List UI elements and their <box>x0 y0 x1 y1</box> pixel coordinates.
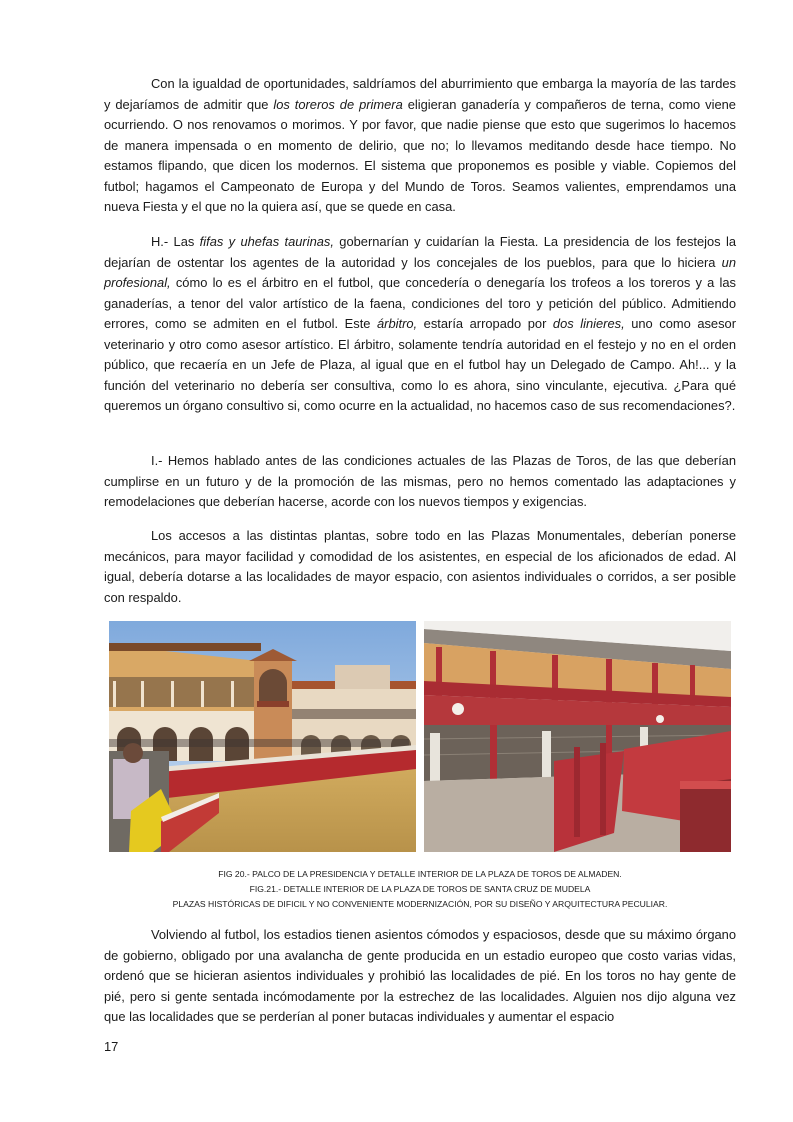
paragraph-2 <box>104 232 736 417</box>
paragraph-2-text-e: uno como asesor veterinario y otro como asesor artístico. El árbitro, solamente tendría autoridad en el festejo y no en el orden público, que recaería en un Jefe de Plaza, al igual que en el futbol hay un Delegado de Campo. Ah!... y la función del veterinario no debería ser consultiva, como lo es ahora, sino vinculante, ejecutiva. ¿Para qué queremos un órgano consultivo si, como ocurre en la actualidad, no hacemos caso de sus recomendaciones?. <box>104 316 737 413</box>
paragraph-2-italic-b: un profesional, <box>104 254 736 290</box>
photo-almaden-bullring <box>109 621 416 852</box>
paragraph-2-italic-a: fifas y uhefas taurinas, <box>199 234 334 249</box>
paragraph-2-text-d: estaría arropado por <box>417 316 553 331</box>
paragraph-1-text-b: eligieran ganadería y compañeros de terna, como viene ocurriendo. O nos renovamos o morimos. Y por favor, que nadie piense que esto que sugerimos lo hacemos de manera impensada o en momento de delirio, que no; lo llevamos meditando desde hace tiempo. No estamos flipando, que dicen los modernos. El sistema que proponemos es posible y viable. Copiemos del futbol; hagamos el Campeonato de Europa y del Mundo de Toros. Seamos valientes, emprendamos una nueva Fiesta y el que no la quiera así, que se quede en casa. <box>104 96 736 214</box>
paragraph-2-text-a: H.- Las <box>151 234 200 249</box>
paragraph-1-text-a: Con la igualdad de oportunidades, saldríamos del aburrimiento que embarga la mayoría de las tardes y dejaríamos de admitir que <box>104 76 736 112</box>
paragraph-3: I.- Hemos hablado antes de las condiciones actuales de las Plazas de Toros, de las que deberían cumplirse en un futuro y de la promoción de las mismas, pero no hemos comentado las adaptaciones y remodelaciones que deberían hacerse, acorde con los nuevos tiempos y exigencias. <box>104 453 736 509</box>
page-number: 17 <box>104 1039 119 1054</box>
paragraph-2-text-b: gobernarían y cuidarían la Fiesta. La presidencia de los festejos la dejarían de ostentar los agentes de la autoridad y los concejales de los pueblos, para que lo hiciera <box>104 234 737 270</box>
paragraph-5: Volviendo al futbol, los estadios tienen asientos cómodos y espaciosos, desde que su máximo órgano de gobierno, obligado por una avalancha de gente producida en un estadio europeo que costo varias vidas, ordenó que se hicieran asientos individuales y prohibió las localidades de pié. En los toros no hay gente de pié, pero si gente sentada incómodamente por la estrechez de las localidades. Alguien nos dijo alguna vez que las localidades que se perderían al poner butacas individuales y aumentar el espacio <box>104 927 736 1024</box>
figure-caption-line-3: PLAZAS HISTÓRICAS DE DIFICIL Y NO CONVENIENTE MODERNIZACIÓN, POR SU DISEÑO Y ARQUITECTURA PECULIAR. <box>172 899 668 909</box>
paragraph-2-italic-d: dos linieres, <box>552 316 625 331</box>
paragraph-2-text-c: cómo lo es el árbitro en el futbol, que concedería o denegaría los trofeos a los toreros y a las ganaderías, a tenor del valor artístico de la faena, condiciones del toro y petición del público. Admitiendo errores, como se admiten en el futbol. Este <box>104 275 736 331</box>
paragraph-1 <box>104 74 736 218</box>
paragraph-4: Los accesos a las distintas plantas, sobre todo en las Plazas Monumentales, deberían ponerse mecánicos, para mayor facilidad y comodidad de los asistentes, en especial de los aficionados de edad. Al igual, debería dotarse a las localidades de mayor espacio, con asientos individuales o corridos, a ser posible con respaldo. <box>104 528 736 605</box>
paragraph-2-italic-c: árbitro, <box>377 316 418 331</box>
photo-santa-cruz-de-mudela-bullring <box>424 621 731 852</box>
paragraph-1-italic: los toreros de primera <box>273 96 403 112</box>
figure-caption-line-1: FIG 20.- PALCO DE LA PRESIDENCIA Y DETALLE INTERIOR DE LA PLAZA DE TOROS DE ALMADEN. <box>218 869 622 879</box>
figure-caption-line-2: FIG.21.- DETALLE INTERIOR DE LA PLAZA DE TOROS DE SANTA CRUZ DE MUDELA <box>249 884 591 894</box>
